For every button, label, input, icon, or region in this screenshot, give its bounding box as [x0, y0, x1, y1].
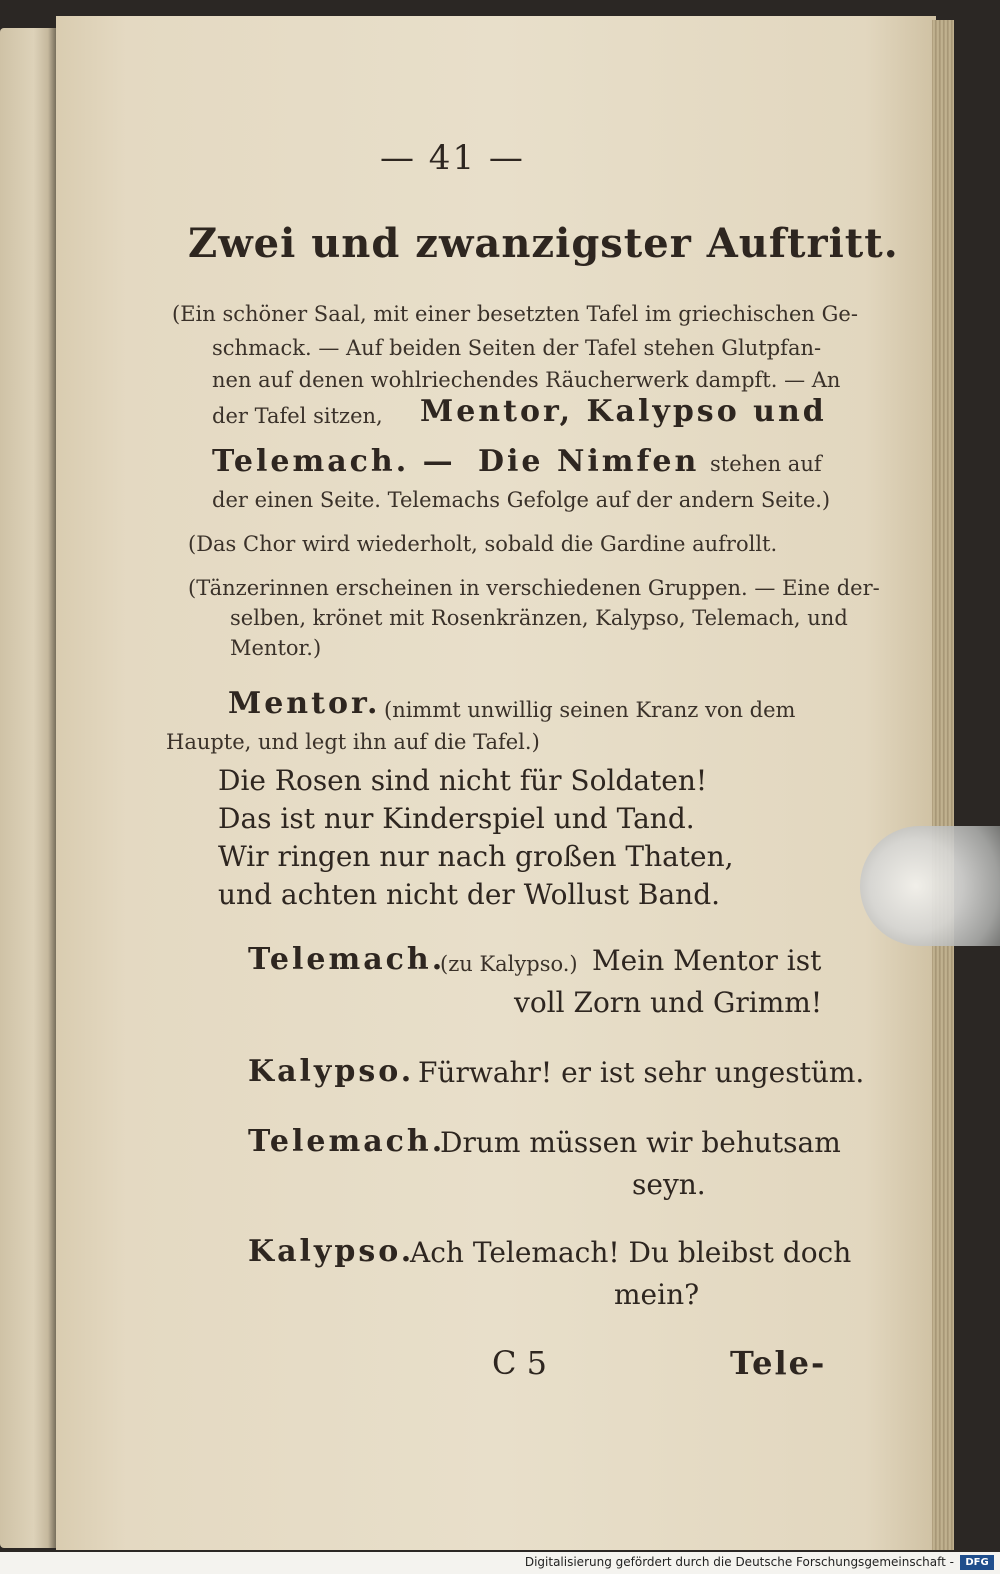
verse-line: Das ist nur Kinderspiel und Tand.	[218, 802, 695, 835]
scene-heading: Zwei und zwanzigster Auftritt.	[188, 220, 899, 267]
speaker-kalypso: Kalypso.	[248, 1054, 415, 1089]
left-page-stack	[0, 28, 56, 1548]
mentor-direction: Haupte, und legt ihn auf die Tafel.)	[166, 730, 540, 754]
dialogue-line: mein?	[614, 1278, 700, 1311]
stage-direction-line: der einen Seite. Telemachs Gefolge auf der andern Seite.)	[212, 488, 831, 512]
dfg-logo: DFG	[960, 1555, 994, 1570]
mentor-direction: (nimmt unwillig seinen Kranz von dem	[384, 698, 796, 722]
stage-direction-line: (Ein schöner Saal, mit einer besetzten Tafel im griechischen Ge-	[172, 302, 858, 326]
dialogue-line: seyn.	[632, 1168, 706, 1201]
stage-names: Die Nimfen	[478, 444, 700, 479]
stage-names: Mentor, Kalypso und	[420, 394, 827, 429]
page-edge	[932, 20, 954, 1550]
dialogue-line: Drum müssen wir behutsam	[440, 1126, 841, 1159]
stage-direction-line: nen auf denen wohlriechendes Räucherwerk dampft. — An	[212, 368, 841, 392]
stage-direction-line: schmack. — Auf beiden Seiten der Tafel stehen Glutpfan-	[212, 336, 822, 360]
speaker-telemach: Telemach.	[248, 1124, 446, 1159]
dialogue-line: voll Zorn und Grimm!	[514, 986, 823, 1019]
dialogue-line: Ach Telemach! Du bleibst doch	[410, 1236, 852, 1269]
verse-line: Wir ringen nur nach großen Thaten,	[218, 840, 734, 873]
speaker-telemach: Telemach.	[248, 942, 446, 977]
stage-direction-tail: stehen auf	[710, 452, 822, 476]
verse-line: Die Rosen sind nicht für Soldaten!	[218, 764, 708, 797]
dancers-note-line: selben, krönet mit Rosenkränzen, Kalypso, Telemach, und	[230, 606, 848, 630]
dancers-note-line: (Tänzerinnen erscheinen in verschiedenen Gruppen. — Eine der-	[188, 576, 880, 600]
telemach-aside: (zu Kalypso.)	[440, 952, 578, 976]
speaker-kalypso: Kalypso.	[248, 1234, 415, 1269]
credit-text: Digitalisierung gefördert durch die Deutsche Forschungsgemeinschaft -	[524, 1555, 954, 1569]
catchword: Tele-	[730, 1344, 827, 1382]
chorus-note: (Das Chor wird wiederholt, sobald die Gardine aufrollt.	[188, 532, 778, 556]
page-number: — 41 —	[380, 138, 525, 178]
dialogue-line: Mein Mentor ist	[592, 944, 822, 977]
signature-mark: C 5	[492, 1344, 548, 1382]
stage-direction-speaker: Telemach. —	[212, 444, 456, 479]
dancers-note-line: Mentor.)	[230, 636, 322, 660]
stage-direction-line: der Tafel sitzen,	[212, 404, 383, 428]
bookmark-clip	[860, 826, 1000, 946]
dialogue-line: Fürwahr! er ist sehr ungestüm.	[418, 1056, 865, 1089]
verse-line: und achten nicht der Wollust Band.	[218, 878, 721, 911]
speaker-mentor: Mentor.	[228, 686, 381, 721]
